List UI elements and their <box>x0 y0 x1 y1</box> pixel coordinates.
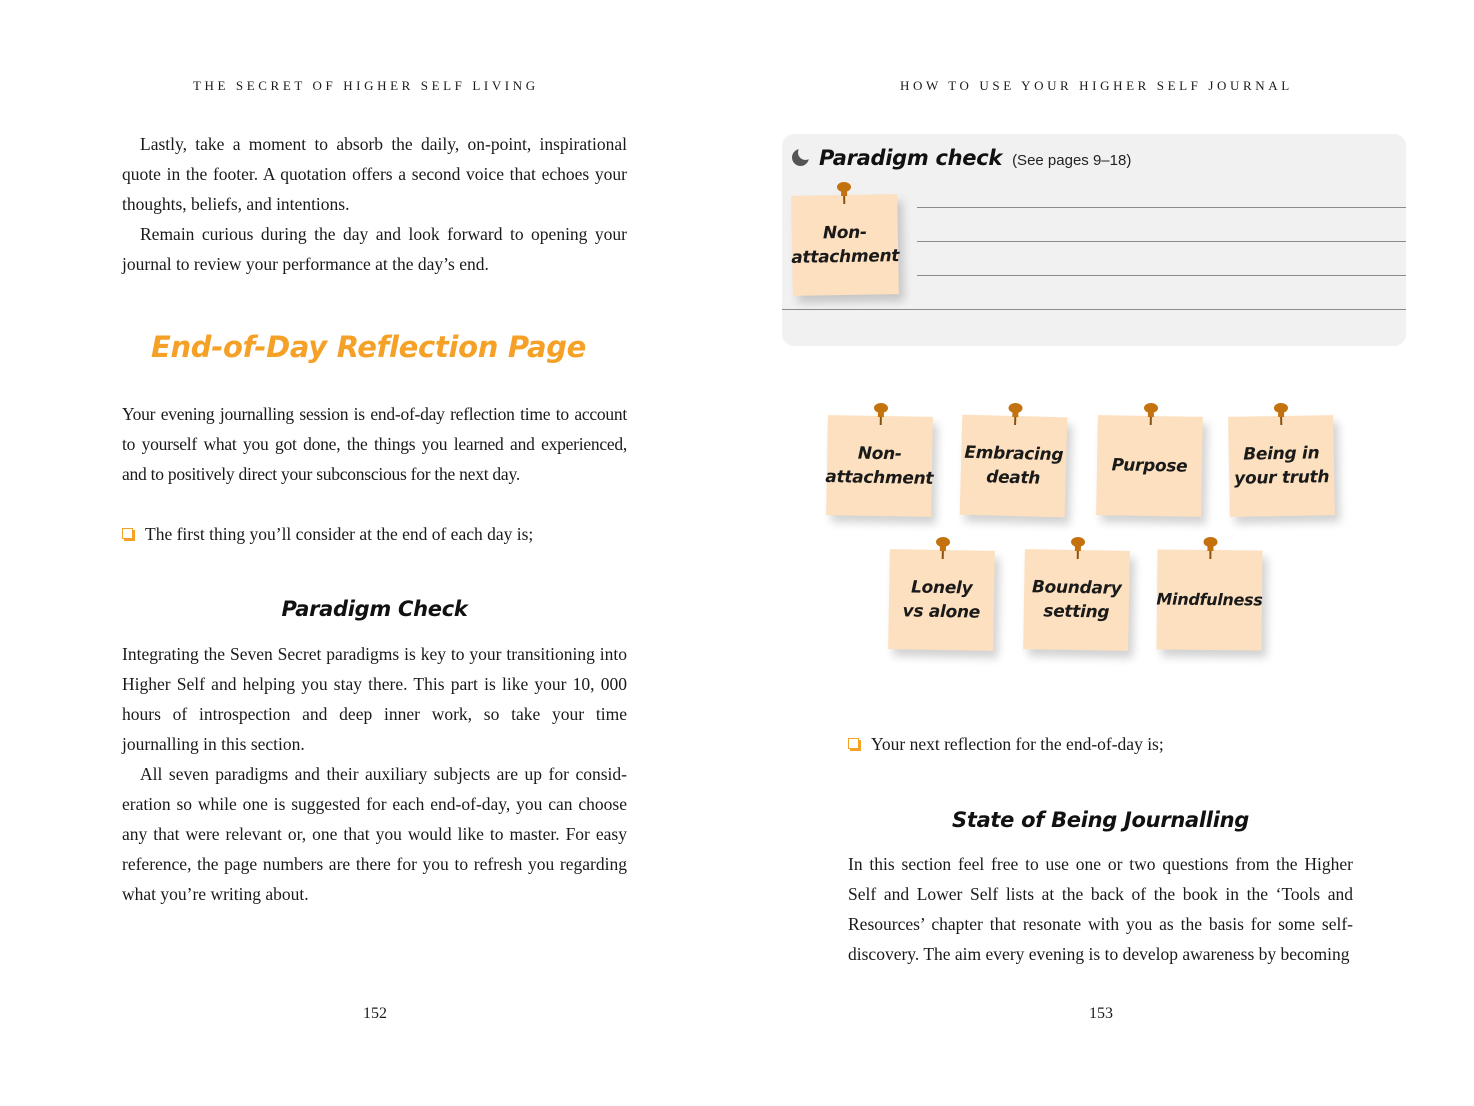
card-sticky-note <box>791 194 899 296</box>
bullet-text: The first thing you’ll consider at the end of each day is; <box>145 524 534 544</box>
pushpin-icon <box>1006 402 1025 426</box>
bullet-first-thing <box>122 522 533 546</box>
paragraph-state-of-being: In this section feel free to use one or two questions from the Higher Self and Lower Self lists at the back of the book in the ‘Tools and Resources’ chapter that resonate with you as the basis for some self-discovery. The aim every evening is to develop awareness by becoming <box>848 854 1353 964</box>
sticky-note-label: Mindfulness <box>1156 589 1263 610</box>
subheading-state-of-being: State of Being Journalling <box>952 808 1249 832</box>
writing-line <box>782 309 1406 310</box>
pushpin-icon <box>1068 536 1086 560</box>
sticky-note-label: Boundary setting <box>1031 577 1122 623</box>
section-title: End-of-Day Reflection Page <box>150 330 587 364</box>
checkbox-bullet-icon <box>122 528 133 539</box>
checkbox-bullet-icon <box>848 738 859 749</box>
sticky-note-label: Embracing death <box>964 442 1064 489</box>
page-number-left: 152 <box>363 1005 387 1022</box>
sticky-note-label: Being in your truth <box>1234 443 1330 489</box>
sticky-note-label: Purpose <box>1111 455 1188 477</box>
pushpin-icon <box>933 536 951 560</box>
sticky-note <box>888 549 995 651</box>
sticky-note-label: Non- attachment <box>791 222 900 268</box>
running-head-left: THE SECRET OF HIGHER SELF LIVING <box>193 78 539 93</box>
pushpin-icon <box>1271 402 1289 426</box>
sticky-note <box>1157 550 1263 651</box>
paragraph-curious: Remain curious during the day and look forward to opening your journal to review your performance at the day’s end. <box>122 224 627 274</box>
bullet-next-reflection <box>848 732 1164 756</box>
sticky-note <box>1096 415 1203 517</box>
card-header <box>792 146 1131 170</box>
pushpin-icon <box>1201 536 1219 560</box>
sticky-note <box>960 415 1068 518</box>
moon-icon <box>792 149 809 166</box>
sticky-note-label: Lonely vs alone <box>902 577 981 623</box>
paragraph-all-seven: All seven paradigms and their auxiliary subjects are up for consideration so while one is suggested for each end-of-day, you can choose any that were relevant or, one that you would like to master. For easy reference, the page numbers are there for you to refresh you regarding what you’re writing about. <box>122 764 627 904</box>
pushpin-icon <box>1141 402 1159 426</box>
card-title: Paradigm check <box>819 146 1003 170</box>
writing-line <box>917 241 1406 242</box>
bullet-text: Your next reflection for the end-of-day is; <box>871 734 1164 754</box>
page-number-right: 153 <box>1089 1005 1113 1022</box>
pushpin-icon <box>835 181 853 205</box>
sticky-note <box>1023 549 1130 651</box>
card-page-ref: (See pages 9–18) <box>1012 152 1132 169</box>
sticky-note <box>826 415 933 517</box>
running-head-right: HOW TO USE YOUR HIGHER SELF JOURNAL <box>900 78 1293 93</box>
sticky-note-label: Non- attachment <box>825 443 934 489</box>
paragraph-evening: Your evening journalling session is end-of-day reflection time to account to yourself what you got done, the things you learned and experienced, and to positively direct your subconscious for the next day. <box>122 404 627 484</box>
paragraph-integrating: Integrating the Seven Secret paradigms is key to your transitioning into Higher Self and helping you stay there. This part is like your 10, 000 hours of introspection and deep inner work, so take your time journalling in this section. <box>122 644 627 754</box>
pushpin-icon <box>871 402 889 426</box>
writing-line <box>917 207 1406 208</box>
subheading-paradigm-check: Paradigm Check <box>281 597 468 621</box>
paragraph-quote: Lastly, take a moment to absorb the daily, on-point, inspirational quote in the footer. A quotation offers a second voice that echoes your thoughts, beliefs, and intentions. <box>122 134 627 214</box>
sticky-note <box>1228 415 1335 517</box>
writing-line <box>917 275 1406 276</box>
